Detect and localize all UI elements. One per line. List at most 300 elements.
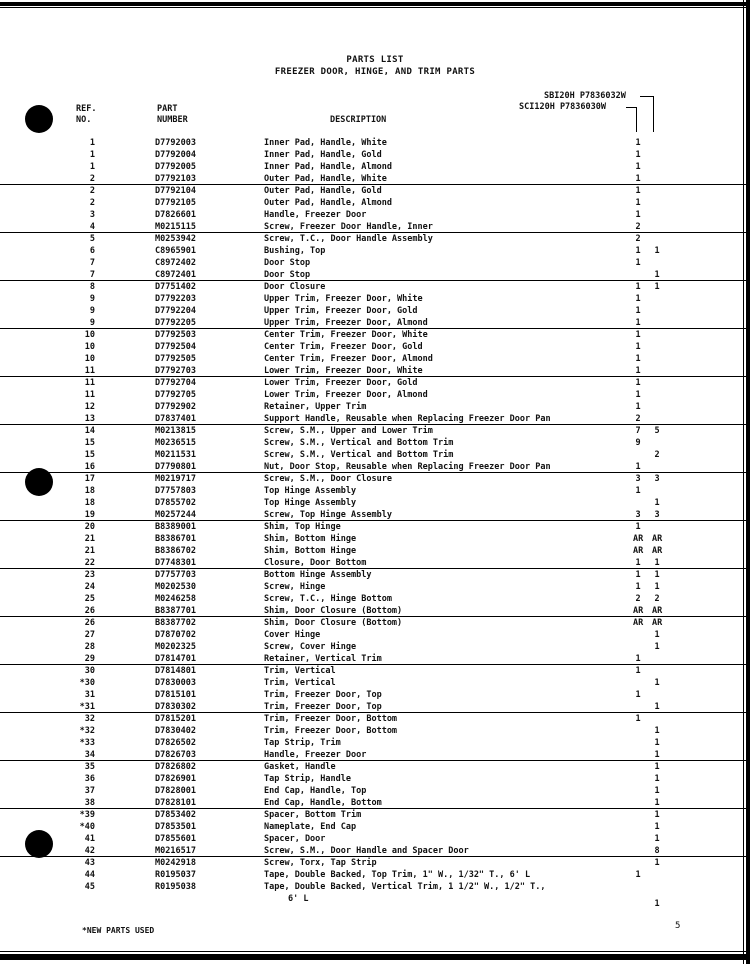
part-description: Handle, Freezer Door xyxy=(264,210,367,220)
part-description: Closure, Door Bottom xyxy=(264,558,367,568)
quantity-model-1: 1 xyxy=(635,354,641,364)
table-row xyxy=(0,389,750,401)
part-description: Upper Trim, Freezer Door, White xyxy=(264,294,423,304)
ref-number: 17 xyxy=(84,474,95,484)
part-number: D7828001 xyxy=(155,786,196,796)
column-header-description: DESCRIPTION xyxy=(330,115,387,125)
table-row xyxy=(0,617,750,629)
quantity-model-1: 1 xyxy=(635,654,641,664)
part-number: D7815101 xyxy=(155,690,196,700)
column-header-ref: REF. NO. xyxy=(76,104,97,125)
quantity-model-2: 1 xyxy=(654,899,660,909)
ref-number: 11 xyxy=(84,378,95,388)
table-row xyxy=(0,785,750,797)
part-description: Lower Trim, Freezer Door, Gold xyxy=(264,378,418,388)
ref-number: 2 xyxy=(89,174,95,184)
part-number: M0216517 xyxy=(155,846,196,856)
table-row xyxy=(0,689,750,701)
quantity-model-1: 1 xyxy=(635,558,641,568)
table-row xyxy=(0,317,750,329)
table-row xyxy=(0,629,750,641)
table-row xyxy=(0,149,750,161)
quantity-model-2: 5 xyxy=(654,426,660,436)
quantity-model-2: AR xyxy=(652,546,663,556)
ref-number: 29 xyxy=(84,654,95,664)
part-description: Center Trim, Freezer Door, Gold xyxy=(264,342,423,352)
table-row xyxy=(0,845,750,857)
quantity-model-1: 1 xyxy=(635,198,641,208)
ref-number: 23 xyxy=(84,570,95,580)
quantity-model-2: 1 xyxy=(654,582,660,592)
quantity-model-1: 1 xyxy=(635,186,641,196)
part-number: D7826601 xyxy=(155,210,196,220)
table-row xyxy=(0,437,750,449)
quantity-model-2: 1 xyxy=(654,642,660,652)
quantity-model-2: 1 xyxy=(654,834,660,844)
ref-number: 3 xyxy=(89,210,95,220)
part-number: D7837401 xyxy=(155,414,196,424)
ref-number: 32 xyxy=(84,714,95,724)
part-description: Screw, Top Hinge Assembly xyxy=(264,510,392,520)
ref-number: 12 xyxy=(84,402,95,412)
table-row xyxy=(0,461,750,473)
table-row xyxy=(0,737,750,749)
part-description: Inner Pad, Handle, Almond xyxy=(264,162,392,172)
part-description: Trim, Freezer Door, Top xyxy=(264,702,382,712)
part-description: End Cap, Handle, Top xyxy=(264,786,367,796)
bracket-line xyxy=(626,107,636,108)
table-row xyxy=(0,185,750,197)
table-row xyxy=(0,653,750,665)
part-number: C8965901 xyxy=(155,246,196,256)
part-number: D7792503 xyxy=(155,330,196,340)
quantity-model-1: 1 xyxy=(635,174,641,184)
part-description: Shim, Bottom Hinge xyxy=(264,546,357,556)
ref-number: 15 xyxy=(84,450,95,460)
ref-number: 2 xyxy=(89,198,95,208)
part-number: D7792704 xyxy=(155,378,196,388)
table-row xyxy=(0,329,750,341)
ref-number: *31 xyxy=(79,702,95,712)
part-description: Outer Pad, Handle, White xyxy=(264,174,387,184)
part-number: D7792003 xyxy=(155,138,196,148)
table-row xyxy=(0,257,750,269)
table-row xyxy=(0,221,750,233)
page-number: 5 xyxy=(675,921,681,931)
table-row xyxy=(0,569,750,581)
part-description: Shim, Bottom Hinge xyxy=(264,534,357,544)
part-number: C8972401 xyxy=(155,270,196,280)
part-description: Top Hinge Assembly xyxy=(264,486,357,496)
part-number: M0257244 xyxy=(155,510,196,520)
ref-number: 16 xyxy=(84,462,95,472)
ref-number: 19 xyxy=(84,510,95,520)
quantity-model-1: 1 xyxy=(635,210,641,220)
part-description: Nameplate, End Cap xyxy=(264,822,357,832)
ref-number: 41 xyxy=(84,834,95,844)
ref-number: 5 xyxy=(89,234,95,244)
ref-number: 44 xyxy=(84,870,95,880)
quantity-model-2: 1 xyxy=(654,822,660,832)
parts-table xyxy=(0,137,750,909)
quantity-model-2: AR xyxy=(652,534,663,544)
part-number: M0213815 xyxy=(155,426,196,436)
quantity-model-1: 1 xyxy=(635,378,641,388)
part-description: Retainer, Upper Trim xyxy=(264,402,367,412)
quantity-model-1: 1 xyxy=(635,282,641,292)
part-number: D7826901 xyxy=(155,774,196,784)
quantity-model-2: 1 xyxy=(654,774,660,784)
scan-border-bottom xyxy=(0,954,750,960)
part-description: Trim, Freezer Door, Top xyxy=(264,690,382,700)
scan-border-top xyxy=(0,2,750,6)
table-row xyxy=(0,209,750,221)
quantity-model-2: AR xyxy=(652,618,663,628)
quantity-model-2: 3 xyxy=(654,510,660,520)
part-number: M0242918 xyxy=(155,858,196,868)
quantity-model-1: 1 xyxy=(635,150,641,160)
ref-number: 6 xyxy=(89,246,95,256)
part-description: Screw, S.M., Vertical and Bottom Trim xyxy=(264,450,454,460)
table-row xyxy=(0,485,750,497)
quantity-model-2: 8 xyxy=(654,846,660,856)
quantity-model-2: 1 xyxy=(654,282,660,292)
ref-number: *32 xyxy=(79,726,95,736)
quantity-model-1: 1 xyxy=(635,390,641,400)
part-number: D7792705 xyxy=(155,390,196,400)
table-row xyxy=(0,545,750,557)
quantity-model-1: 1 xyxy=(635,318,641,328)
part-number: D7814801 xyxy=(155,666,196,676)
part-number: D7853501 xyxy=(155,822,196,832)
quantity-model-1: 1 xyxy=(635,342,641,352)
quantity-model-1: 2 xyxy=(635,414,641,424)
quantity-model-1: 1 xyxy=(635,522,641,532)
table-row xyxy=(0,473,750,485)
part-number: D7855601 xyxy=(155,834,196,844)
part-description: Trim, Freezer Door, Bottom xyxy=(264,726,398,736)
part-description: Tap Strip, Trim xyxy=(264,738,341,748)
quantity-model-1: AR xyxy=(633,534,644,544)
quantity-model-2: 1 xyxy=(654,570,660,580)
table-row xyxy=(0,353,750,365)
ref-number: *40 xyxy=(79,822,95,832)
table-row xyxy=(0,821,750,833)
table-row xyxy=(0,809,750,821)
part-number: D7757803 xyxy=(155,486,196,496)
ref-number: 14 xyxy=(84,426,95,436)
table-row xyxy=(0,293,750,305)
quantity-model-1: 1 xyxy=(635,294,641,304)
quantity-model-1: 1 xyxy=(635,870,641,880)
quantity-model-2: 3 xyxy=(654,474,660,484)
quantity-model-1: 1 xyxy=(635,366,641,376)
quantity-model-2: 2 xyxy=(654,450,660,460)
table-row xyxy=(0,881,750,893)
table-row xyxy=(0,449,750,461)
quantity-model-2: 1 xyxy=(654,786,660,796)
part-number: B8386701 xyxy=(155,534,196,544)
part-number: D7792105 xyxy=(155,198,196,208)
table-row xyxy=(0,677,750,689)
table-row xyxy=(0,281,750,293)
part-number: D7826802 xyxy=(155,762,196,772)
quantity-model-1: 1 xyxy=(635,582,641,592)
table-row xyxy=(0,197,750,209)
table-row xyxy=(0,605,750,617)
ref-number: 31 xyxy=(84,690,95,700)
quantity-model-1: 1 xyxy=(635,462,641,472)
table-row xyxy=(0,413,750,425)
quantity-model-2: 1 xyxy=(654,498,660,508)
table-row xyxy=(0,377,750,389)
part-description: Shim, Door Closure (Bottom) xyxy=(264,618,403,628)
model-label-1: SBI20H P7836032W xyxy=(544,91,626,101)
table-row xyxy=(0,581,750,593)
quantity-model-1: 7 xyxy=(635,426,641,436)
part-description: Handle, Freezer Door xyxy=(264,750,367,760)
part-description: Outer Pad, Handle, Almond xyxy=(264,198,392,208)
part-description: Screw, Hinge xyxy=(264,582,326,592)
table-row xyxy=(0,137,750,149)
quantity-model-1: 1 xyxy=(635,714,641,724)
table-row xyxy=(0,533,750,545)
table-row xyxy=(0,521,750,533)
part-description: Support Handle, Reusable when Replacing Freezer Door Pan xyxy=(264,414,551,424)
ref-number: 36 xyxy=(84,774,95,784)
quantity-model-1: AR xyxy=(633,606,644,616)
ref-number: 11 xyxy=(84,366,95,376)
part-description: Top Hinge Assembly xyxy=(264,498,357,508)
table-row xyxy=(0,497,750,509)
part-description: Bottom Hinge Assembly xyxy=(264,570,372,580)
ref-number: 1 xyxy=(89,162,95,172)
quantity-model-2: 1 xyxy=(654,558,660,568)
part-description: Lower Trim, Freezer Door, White xyxy=(264,366,423,376)
binder-hole-icon xyxy=(25,105,53,133)
quantity-model-2: 1 xyxy=(654,726,660,736)
part-description: Bushing, Top xyxy=(264,246,326,256)
table-row xyxy=(0,749,750,761)
part-number: D7815201 xyxy=(155,714,196,724)
part-description: Screw, S.M., Upper and Lower Trim xyxy=(264,426,433,436)
bracket-line xyxy=(640,96,654,97)
quantity-model-2: 1 xyxy=(654,750,660,760)
part-number: D7751402 xyxy=(155,282,196,292)
part-number: D7792004 xyxy=(155,150,196,160)
part-number: D7748301 xyxy=(155,558,196,568)
quantity-model-1: 2 xyxy=(635,594,641,604)
part-description: Upper Trim, Freezer Door, Almond xyxy=(264,318,428,328)
quantity-model-1: 1 xyxy=(635,486,641,496)
quantity-model-2: 1 xyxy=(654,810,660,820)
quantity-model-1: 1 xyxy=(635,162,641,172)
quantity-model-1: 1 xyxy=(635,402,641,412)
ref-number: 45 xyxy=(84,882,95,892)
table-row xyxy=(0,305,750,317)
part-description: Nut, Door Stop, Reusable when Replacing Freezer Door Pan xyxy=(264,462,551,472)
part-number: D7792504 xyxy=(155,342,196,352)
table-row xyxy=(0,725,750,737)
ref-number: 27 xyxy=(84,630,95,640)
part-description: Center Trim, Freezer Door, Almond xyxy=(264,354,433,364)
part-number: D7830003 xyxy=(155,678,196,688)
ref-number: 25 xyxy=(84,594,95,604)
part-number: B8386702 xyxy=(155,546,196,556)
quantity-model-1: 1 xyxy=(635,246,641,256)
part-number: D7870702 xyxy=(155,630,196,640)
part-number: D7790801 xyxy=(155,462,196,472)
part-number: D7828101 xyxy=(155,798,196,808)
ref-number: 28 xyxy=(84,642,95,652)
ref-number: 37 xyxy=(84,786,95,796)
quantity-model-1: AR xyxy=(633,618,644,628)
ref-number: 10 xyxy=(84,354,95,364)
quantity-model-1: 2 xyxy=(635,222,641,232)
quantity-model-1: 1 xyxy=(635,306,641,316)
bracket-line xyxy=(653,96,654,132)
part-number: D7792505 xyxy=(155,354,196,364)
table-row xyxy=(0,245,750,257)
bracket-line xyxy=(636,107,637,132)
ref-number: *39 xyxy=(79,810,95,820)
quantity-model-2: 1 xyxy=(654,798,660,808)
part-description: Screw, Cover Hinge xyxy=(264,642,357,652)
quantity-model-1: 1 xyxy=(635,138,641,148)
page-title: PARTS LIST xyxy=(346,55,404,65)
quantity-model-2: AR xyxy=(652,606,663,616)
ref-number: 9 xyxy=(89,318,95,328)
part-description: Trim, Vertical xyxy=(264,678,336,688)
table-row xyxy=(0,665,750,677)
model-label-2: SCI120H P7836030W xyxy=(519,102,606,112)
part-description: Screw, T.C., Hinge Bottom xyxy=(264,594,392,604)
part-number: M0202530 xyxy=(155,582,196,592)
ref-number: 18 xyxy=(84,486,95,496)
scan-border-top-line xyxy=(0,7,750,8)
table-row xyxy=(0,593,750,605)
quantity-model-1: 3 xyxy=(635,474,641,484)
part-description: Trim, Vertical xyxy=(264,666,336,676)
part-number: D7830402 xyxy=(155,726,196,736)
ref-number: 42 xyxy=(84,846,95,856)
ref-number: 13 xyxy=(84,414,95,424)
part-description: Spacer, Bottom Trim xyxy=(264,810,362,820)
quantity-model-2: 1 xyxy=(654,762,660,772)
ref-number: 21 xyxy=(84,534,95,544)
quantity-model-1: 1 xyxy=(635,330,641,340)
part-number: R0195038 xyxy=(155,882,196,892)
ref-number: 7 xyxy=(89,258,95,268)
part-description: Door Stop xyxy=(264,270,311,280)
ref-number: 21 xyxy=(84,546,95,556)
ref-number: 26 xyxy=(84,618,95,628)
part-number: D7792005 xyxy=(155,162,196,172)
ref-number: 4 xyxy=(89,222,95,232)
table-row xyxy=(0,401,750,413)
part-description: End Cap, Handle, Bottom xyxy=(264,798,382,808)
table-row xyxy=(0,233,750,245)
part-number: B8389001 xyxy=(155,522,196,532)
part-description: Inner Pad, Handle, Gold xyxy=(264,150,382,160)
part-description: Screw, T.C., Door Handle Assembly xyxy=(264,234,433,244)
quantity-model-2: 1 xyxy=(654,630,660,640)
footer-note: *NEW PARTS USED xyxy=(82,926,155,935)
quantity-model-2: 1 xyxy=(654,738,660,748)
part-description: Lower Trim, Freezer Door, Almond xyxy=(264,390,428,400)
table-row xyxy=(0,173,750,185)
part-description: Trim, Freezer Door, Bottom xyxy=(264,714,398,724)
table-row xyxy=(0,365,750,377)
part-number: M0246258 xyxy=(155,594,196,604)
ref-number: 10 xyxy=(84,330,95,340)
page-subtitle: FREEZER DOOR, HINGE, AND TRIM PARTS xyxy=(274,67,476,77)
part-description: Inner Pad, Handle, White xyxy=(264,138,387,148)
ref-number: 8 xyxy=(89,282,95,292)
ref-number: 1 xyxy=(89,150,95,160)
ref-number: 43 xyxy=(84,858,95,868)
ref-number: 30 xyxy=(84,666,95,676)
part-description: Door Closure xyxy=(264,282,326,292)
ref-number: 22 xyxy=(84,558,95,568)
part-number: C8972402 xyxy=(155,258,196,268)
ref-number: 24 xyxy=(84,582,95,592)
ref-number: 9 xyxy=(89,294,95,304)
ref-number: 10 xyxy=(84,342,95,352)
ref-number: *33 xyxy=(79,738,95,748)
part-number: B8387701 xyxy=(155,606,196,616)
part-number: D7792205 xyxy=(155,318,196,328)
ref-number: 15 xyxy=(84,438,95,448)
part-description: Shim, Door Closure (Bottom) xyxy=(264,606,403,616)
part-number: M0215115 xyxy=(155,222,196,232)
table-row xyxy=(0,341,750,353)
part-number: D7757703 xyxy=(155,570,196,580)
part-description: Tap Strip, Handle xyxy=(264,774,351,784)
part-description: Retainer, Vertical Trim xyxy=(264,654,382,664)
quantity-model-1: 1 xyxy=(635,258,641,268)
part-description: Outer Pad, Handle, Gold xyxy=(264,186,382,196)
part-description: Tape, Double Backed, Top Trim, 1" W., 1/32" T., 6' L xyxy=(264,870,531,880)
part-number: M0253942 xyxy=(155,234,196,244)
part-description: Spacer, Door xyxy=(264,834,326,844)
part-number: M0211531 xyxy=(155,450,196,460)
part-description: Screw, S.M., Vertical and Bottom Trim xyxy=(264,438,454,448)
part-description: Gasket, Handle xyxy=(264,762,336,772)
part-description: Tape, Double Backed, Vertical Trim, 1 1/2" W., 1/2" T., xyxy=(264,882,546,892)
part-description: Screw, Freezer Door Handle, Inner xyxy=(264,222,433,232)
quantity-model-2: 1 xyxy=(654,702,660,712)
ref-number: 35 xyxy=(84,762,95,772)
table-row xyxy=(0,833,750,845)
table-row xyxy=(0,269,750,281)
part-description: Door Stop xyxy=(264,258,311,268)
part-description: Screw, S.M., Door Handle and Spacer Door xyxy=(264,846,469,856)
ref-number: 20 xyxy=(84,522,95,532)
table-row xyxy=(0,701,750,713)
table-row xyxy=(0,773,750,785)
part-description: Shim, Top Hinge xyxy=(264,522,341,532)
table-row xyxy=(0,509,750,521)
part-description: 6' L xyxy=(288,894,309,904)
part-number: D7792204 xyxy=(155,306,196,316)
quantity-model-1: 1 xyxy=(635,690,641,700)
table-row-continuation xyxy=(0,893,750,909)
part-number: D7792104 xyxy=(155,186,196,196)
part-number: M0202325 xyxy=(155,642,196,652)
part-description: Screw, S.M., Door Closure xyxy=(264,474,392,484)
part-description: Screw, Torx, Tap Strip xyxy=(264,858,377,868)
